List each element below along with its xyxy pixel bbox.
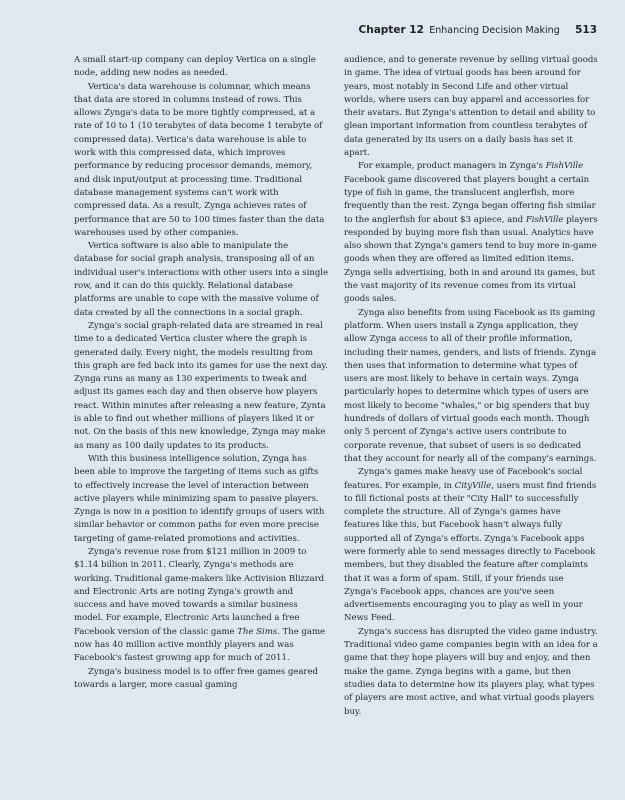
italic-title: The Sims [237,626,278,637]
text-run: Zynga's games make heavy use of Facebook's social features. For example, in [344,467,583,491]
paragraph [344,466,598,626]
chapter-title: Enhancing Decision Making [429,25,560,36]
text-run: audience, and to generate revenue by selling virtual goods in game. The idea of virtual goods has been around for years, most notably in Second Life and other virtual worlds, where users can buy apparel and accessories for their avatars. But Zynga's attention to detail and ability to glean important information from countless terabytes of data generated by its users on a daily basis has set it apart. [344,55,598,159]
text-run: Zynga's success has disrupted the video game industry. Traditional video game companies begin with an idea for a game that they hope players will buy and enjoy, and then make the game. Zynga begins with a game, but then studies data to determine how its players play, what types of players are most active, and what virtual goods players buy. [344,626,598,717]
paragraph [74,453,328,546]
text-run: . The game now has 40 million active monthly players and was Facebook's fastest growing app for much of 2011. [74,626,326,664]
right-column [344,54,598,719]
paragraph [74,54,328,81]
italic-title: CityVille [454,480,492,491]
paragraph [74,666,328,693]
page-number: 513 [575,24,597,36]
paragraph [344,54,598,160]
paragraph [344,626,598,719]
text-run: A small start-up company can deploy Vertica on a single node, adding new nodes as needed. [74,55,316,79]
text-run: Zynga's revenue rose from $121 million in 2009 to $1.14 billion in 2011. Clearly, Zynga's methods are working. Traditional game-makers like Activision Blizzard and Electronic Arts are noting Zynga's growth and success and have moved towards a similar business model. For example, Electronic Arts launched a free Facebook version of the classic game [74,546,325,637]
text-run: For example, product managers in Zynga's [358,161,546,172]
text-run: Zynga's social graph-related data are streamed in real time to a dedicated Vertica cluster where the graph is generated daily. Every night, the models resulting from this graph are fed back into its games for use the next day. Zynga runs as many as 130 experiments to tweak and adjust its games each day and then observe how players react. Within minutes after releasing a new feature, Zynta is able to find out whether millions of players liked it or not. On the basis of this new knowledge, Zynga may make as many as 100 daily updates to its products. [74,320,328,451]
paragraph [344,160,598,306]
italic-title: FishVille [525,214,564,225]
paragraph [74,320,328,453]
paragraph [344,307,598,467]
paragraph [74,546,328,666]
paragraph [74,81,328,241]
text-run: , users must find friends to fill fictional posts at their "City Hall" to successfully complete the structure. All of Zynga's games have features like this, but Facebook hasn't always fully supported all of Zynga's efforts. Zynga's Facebook apps were formerly able to send messages directly to Facebook members, but they disabled the feature after complaints that it was a form of spam. Still, if your friends use Zynga's Facebook apps, chances are you've seen advertisements encouraging you to play as well in your News Feed. [344,480,597,624]
text-run: Zynga also benefits from using Facebook as its gaming platform. When users install a Zynga application, they allow Zynga access to all of their profile information, including their names, genders, and lists of friends. Zynga then uses that information to determine what types of users are most likely to behave in certain ways. Zynga particularly hopes to determine which types of users are most likely to become "whales," or big spenders that buy hundreds of dollars of virtual goods each month. Though only 5 percent of Zynga's active users contribute to corporate revenue, that subset of users is so dedicated that they account for nearly all of the company's earnings. [344,307,597,464]
text-run: Vertica software is also able to manipulate the database for social graph analysis, transposing all of an individual user's interactions with other users into a single row, and it can do this quickly. Relational database platforms are unable to cope with the massive volume of data created by all the connections in a social graph. [74,241,329,318]
text-run: players responded by buying more fish than usual. Analytics have also shown that Zynga's gamers tend to buy more in-game goods when they are offered as limited edition items. Zynga sells advertising, both in and around its games, but the vast majority of its revenue comes from its virtual goods sales. [344,214,598,305]
text-run: Vertica's data warehouse is columnar, which means that data are stored in columns instead of rows. This allows Zynga's data to be more tightly compressed, at a rate of 10 to 1 (10 terabytes of data become 1 terabyte of compressed data). Vertica's data warehouse is able to work with this compressed data, which improves performance by reducing processor demands, memory, and disk input/output at processing time. Traditional database management systems can't work with compressed data. As a result, Zynga achieves rates of performance that are 50 to 100 times faster than the data warehouses used by other companies. [74,81,325,238]
chapter-number: Chapter 12 [358,24,424,36]
running-header [359,24,597,36]
italic-title: FishVille [545,161,584,172]
left-column [74,54,328,692]
text-run: Zynga's business model is to offer free games geared towards a larger, more casual gaming [74,666,318,690]
text-run: With this business intelligence solution, Zynga has been able to improve the targeting of items such as gifts to effectively increase the level of interaction between active players while minimizing spam to passive players. Zynga is now in a position to identify groups of users with similar behavior or common paths for even more precise targeting of game-related promotions and activities. [74,453,325,544]
text-run: Facebook game discovered that players bought a certain type of fish in game, the translucent anglerfish, more frequently than the rest. Zynga began offering fish similar to the anglerfish for about $3 apiece, and [344,174,596,225]
paragraph [74,240,328,320]
